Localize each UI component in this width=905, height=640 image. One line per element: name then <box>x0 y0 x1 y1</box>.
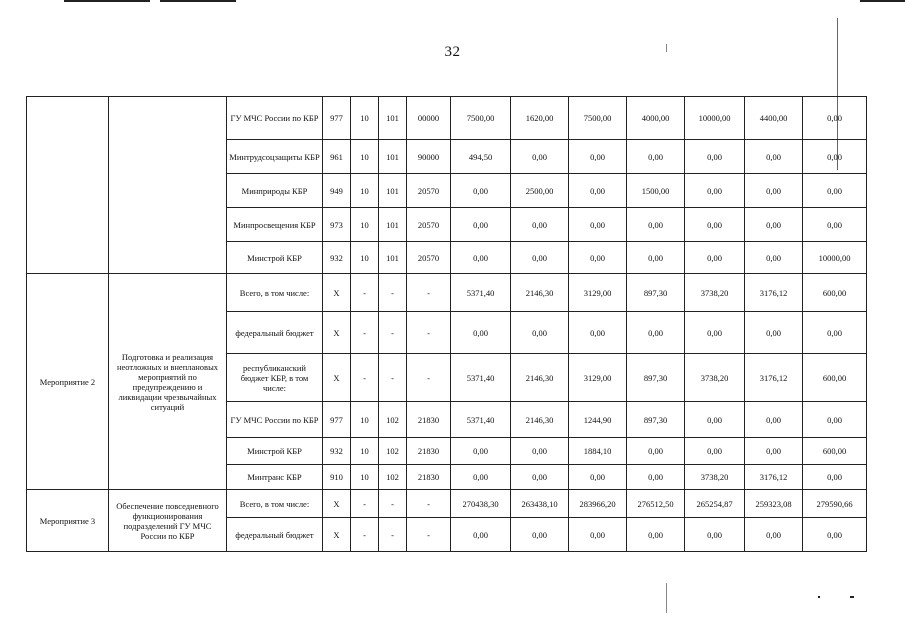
value-cell: 0,00 <box>803 518 867 552</box>
value-cell: 10000,00 <box>685 97 745 140</box>
value-cell: 0,00 <box>685 242 745 274</box>
value-cell: 5371,40 <box>451 402 511 438</box>
value-cell: 0,00 <box>745 174 803 208</box>
value-cell: 600,00 <box>803 438 867 465</box>
grbs-cell: 949 <box>323 174 351 208</box>
value-cell: 7500,00 <box>451 97 511 140</box>
rz-cell: 10 <box>351 97 379 140</box>
event-cell <box>27 97 109 274</box>
value-cell: 3738,20 <box>685 465 745 490</box>
value-cell: 0,00 <box>627 465 685 490</box>
value-cell: 0,00 <box>745 438 803 465</box>
grbs-cell: 910 <box>323 465 351 490</box>
pr-cell: - <box>379 490 407 518</box>
value-cell: 0,00 <box>569 208 627 242</box>
rz-cell: 10 <box>351 140 379 174</box>
value-cell: 259323,08 <box>745 490 803 518</box>
value-cell: 0,00 <box>451 438 511 465</box>
csr-cell: 20570 <box>407 174 451 208</box>
value-cell: 0,00 <box>451 518 511 552</box>
pr-cell: - <box>379 518 407 552</box>
organization-cell: федеральный бюджет <box>227 312 323 354</box>
description-cell: Обеспечение повседневного функционирования подразделений ГУ МЧС России по КБР <box>109 490 227 552</box>
value-cell: 0,00 <box>685 402 745 438</box>
value-cell: 600,00 <box>803 274 867 312</box>
value-cell: 0,00 <box>451 312 511 354</box>
value-cell: 0,00 <box>685 438 745 465</box>
value-cell: 0,00 <box>451 208 511 242</box>
value-cell: 0,00 <box>511 312 569 354</box>
csr-cell: 21830 <box>407 402 451 438</box>
pr-cell: 101 <box>379 208 407 242</box>
pr-cell: 102 <box>379 465 407 490</box>
value-cell: 0,00 <box>803 208 867 242</box>
value-cell: 897,30 <box>627 274 685 312</box>
value-cell: 0,00 <box>569 518 627 552</box>
csr-cell: - <box>407 354 451 402</box>
scan-artifact <box>850 596 854 598</box>
organization-cell: Всего, в том числе: <box>227 490 323 518</box>
pr-cell: 101 <box>379 97 407 140</box>
rz-cell: 10 <box>351 438 379 465</box>
organization-cell: Минтрудсоцзащиты КБР <box>227 140 323 174</box>
value-cell: 0,00 <box>803 312 867 354</box>
grbs-cell: Х <box>323 518 351 552</box>
value-cell: 0,00 <box>451 465 511 490</box>
grbs-cell: 961 <box>323 140 351 174</box>
organization-cell: федеральный бюджет <box>227 518 323 552</box>
value-cell: 897,30 <box>627 354 685 402</box>
value-cell: 494,50 <box>451 140 511 174</box>
grbs-cell: 973 <box>323 208 351 242</box>
rz-cell: - <box>351 354 379 402</box>
rz-cell: 10 <box>351 242 379 274</box>
value-cell: 1620,00 <box>511 97 569 140</box>
grbs-cell: 977 <box>323 402 351 438</box>
rz-cell: - <box>351 312 379 354</box>
value-cell: 0,00 <box>569 174 627 208</box>
pr-cell: 101 <box>379 174 407 208</box>
grbs-cell: 977 <box>323 97 351 140</box>
table-row <box>27 274 867 312</box>
value-cell: 2146,30 <box>511 354 569 402</box>
value-cell: 0,00 <box>803 97 867 140</box>
value-cell: 0,00 <box>511 465 569 490</box>
budget-table <box>26 96 867 552</box>
csr-cell: - <box>407 518 451 552</box>
value-cell: 1500,00 <box>627 174 685 208</box>
value-cell: 0,00 <box>803 402 867 438</box>
csr-cell: - <box>407 490 451 518</box>
value-cell: 5371,40 <box>451 274 511 312</box>
csr-cell: - <box>407 312 451 354</box>
value-cell: 0,00 <box>745 312 803 354</box>
value-cell: 0,00 <box>511 518 569 552</box>
value-cell: 0,00 <box>627 518 685 552</box>
value-cell: 2146,30 <box>511 274 569 312</box>
rz-cell: 10 <box>351 208 379 242</box>
organization-cell: Минприроды КБР <box>227 174 323 208</box>
value-cell: 279590,66 <box>803 490 867 518</box>
grbs-cell: Х <box>323 274 351 312</box>
value-cell: 0,00 <box>745 242 803 274</box>
csr-cell: 20570 <box>407 242 451 274</box>
value-cell: 0,00 <box>685 140 745 174</box>
scan-artifact <box>818 596 820 598</box>
table-row <box>27 97 867 140</box>
value-cell: 3176,12 <box>745 465 803 490</box>
pr-cell: 102 <box>379 402 407 438</box>
value-cell: 0,00 <box>803 174 867 208</box>
value-cell: 2146,30 <box>511 402 569 438</box>
value-cell: 0,00 <box>569 140 627 174</box>
organization-cell: ГУ МЧС России по КБР <box>227 402 323 438</box>
grbs-cell: 932 <box>323 438 351 465</box>
value-cell: 10000,00 <box>803 242 867 274</box>
value-cell: 0,00 <box>569 465 627 490</box>
value-cell: 3129,00 <box>569 354 627 402</box>
rz-cell: - <box>351 518 379 552</box>
value-cell: 0,00 <box>745 208 803 242</box>
csr-cell: - <box>407 274 451 312</box>
value-cell: 0,00 <box>451 174 511 208</box>
value-cell: 4400,00 <box>745 97 803 140</box>
description-cell: Подготовка и реализация неотложных и внеплановых мероприятий по предупреждению и ликвидации чрезвычайных ситуаций <box>109 274 227 490</box>
value-cell: 270438,30 <box>451 490 511 518</box>
value-cell: 3738,20 <box>685 274 745 312</box>
pr-cell: 101 <box>379 242 407 274</box>
grbs-cell: Х <box>323 312 351 354</box>
value-cell: 0,00 <box>685 312 745 354</box>
rz-cell: 10 <box>351 174 379 208</box>
value-cell: 0,00 <box>451 242 511 274</box>
pr-cell: 101 <box>379 140 407 174</box>
page-number: 32 <box>444 44 461 60</box>
csr-cell: 21830 <box>407 465 451 490</box>
value-cell: 0,00 <box>803 140 867 174</box>
csr-cell: 21830 <box>407 438 451 465</box>
event-cell: Мероприятие 3 <box>27 490 109 552</box>
csr-cell: 20570 <box>407 208 451 242</box>
value-cell: 0,00 <box>569 312 627 354</box>
grbs-cell: Х <box>323 354 351 402</box>
value-cell: 0,00 <box>627 438 685 465</box>
value-cell: 897,30 <box>627 402 685 438</box>
value-cell: 0,00 <box>745 402 803 438</box>
rz-cell: - <box>351 490 379 518</box>
rz-cell: 10 <box>351 465 379 490</box>
value-cell: 0,00 <box>511 140 569 174</box>
value-cell: 283966,20 <box>569 490 627 518</box>
grbs-cell: 932 <box>323 242 351 274</box>
pr-cell: - <box>379 312 407 354</box>
value-cell: 0,00 <box>511 208 569 242</box>
rz-cell: 10 <box>351 402 379 438</box>
organization-cell: Всего, в том числе: <box>227 274 323 312</box>
value-cell: 0,00 <box>511 242 569 274</box>
value-cell: 0,00 <box>627 140 685 174</box>
organization-cell: ГУ МЧС России по КБР <box>227 97 323 140</box>
value-cell: 3176,12 <box>745 354 803 402</box>
value-cell: 0,00 <box>627 208 685 242</box>
value-cell: 0,00 <box>627 242 685 274</box>
csr-cell: 00000 <box>407 97 451 140</box>
value-cell: 7500,00 <box>569 97 627 140</box>
organization-cell: Минпросвещения КБР <box>227 208 323 242</box>
value-cell: 0,00 <box>511 438 569 465</box>
pr-cell: - <box>379 274 407 312</box>
organization-cell: республиканский бюджет КБР, в том числе: <box>227 354 323 402</box>
scan-artifact <box>666 583 667 613</box>
value-cell: 0,00 <box>569 242 627 274</box>
value-cell: 0,00 <box>803 465 867 490</box>
value-cell: 5371,40 <box>451 354 511 402</box>
value-cell: 3738,20 <box>685 354 745 402</box>
pr-cell: - <box>379 354 407 402</box>
organization-cell: Минстрой КБР <box>227 242 323 274</box>
value-cell: 265254,87 <box>685 490 745 518</box>
scan-artifact <box>160 0 236 2</box>
scan-artifact <box>64 0 150 2</box>
description-cell <box>109 97 227 274</box>
organization-cell: Минтранс КБР <box>227 465 323 490</box>
value-cell: 0,00 <box>685 174 745 208</box>
value-cell: 4000,00 <box>627 97 685 140</box>
value-cell: 2500,00 <box>511 174 569 208</box>
table-row <box>27 490 867 518</box>
value-cell: 276512,50 <box>627 490 685 518</box>
value-cell: 1884,10 <box>569 438 627 465</box>
value-cell: 0,00 <box>685 518 745 552</box>
event-cell: Мероприятие 2 <box>27 274 109 490</box>
value-cell: 0,00 <box>745 140 803 174</box>
pr-cell: 102 <box>379 438 407 465</box>
grbs-cell: Х <box>323 490 351 518</box>
value-cell: 0,00 <box>627 312 685 354</box>
csr-cell: 90000 <box>407 140 451 174</box>
value-cell: 1244,90 <box>569 402 627 438</box>
value-cell: 3129,00 <box>569 274 627 312</box>
value-cell: 0,00 <box>745 518 803 552</box>
scan-artifact <box>860 0 905 2</box>
rz-cell: - <box>351 274 379 312</box>
value-cell: 263438,10 <box>511 490 569 518</box>
value-cell: 0,00 <box>685 208 745 242</box>
value-cell: 3176,12 <box>745 274 803 312</box>
organization-cell: Минстрой КБР <box>227 438 323 465</box>
value-cell: 600,00 <box>803 354 867 402</box>
